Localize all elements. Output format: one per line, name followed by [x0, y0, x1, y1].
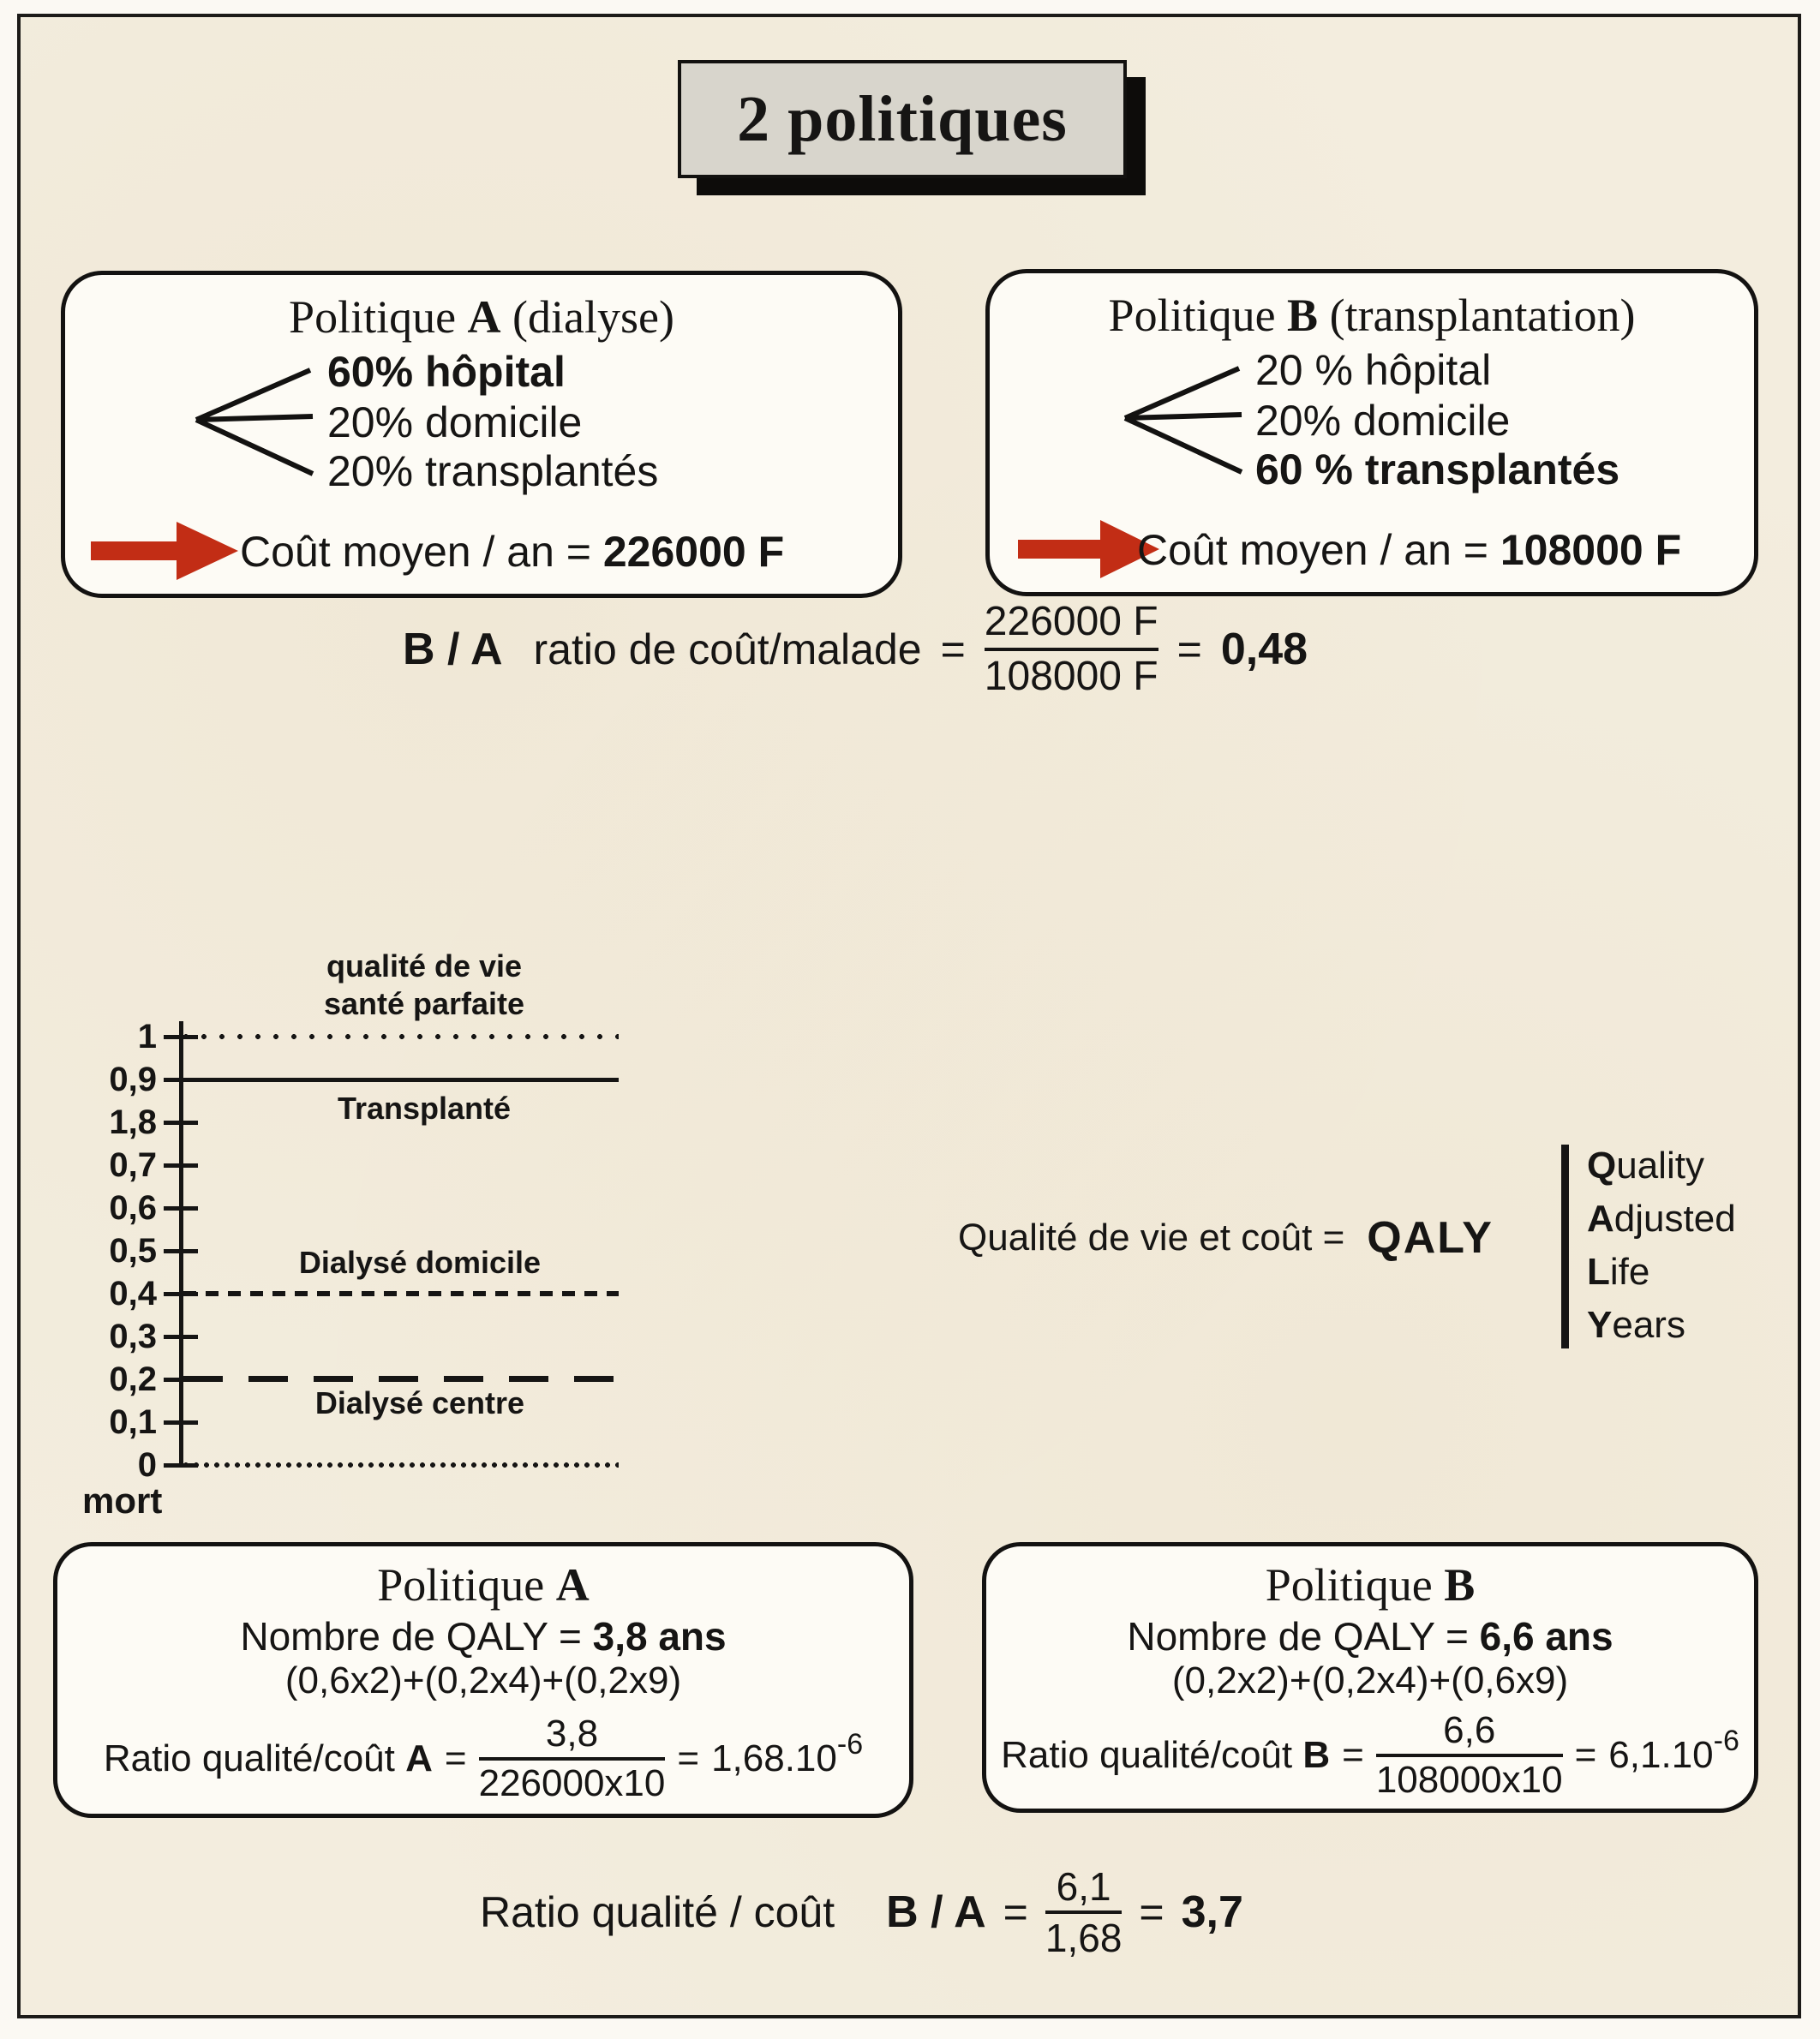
final-ratio-label: Ratio qualité / coût [480, 1888, 835, 1936]
chart-top-label-line1: qualité de vie [326, 948, 523, 984]
branch-lines-icon [185, 356, 322, 485]
y-tick-label: 0,6 [109, 1189, 157, 1227]
policy-a-cost-line [240, 528, 784, 576]
y-tick-label: 0,7 [109, 1146, 157, 1184]
policy-b-qaly-title [986, 1558, 1754, 1611]
y-tick-label: 0,5 [109, 1232, 157, 1270]
policy-b-title-suffix: (transplantation) [1318, 290, 1636, 341]
final-ratio-equals-1: = [1003, 1888, 1028, 1936]
y-tick-label: 0,1 [109, 1403, 157, 1441]
qaly-definition-row [958, 1199, 1494, 1277]
y-tick-label: 0,3 [109, 1318, 157, 1355]
cost-ratio-label: ratio de coût/malade [533, 625, 922, 673]
final-ratio-lhs: B / A [886, 1887, 986, 1937]
qaly-initial: A [1587, 1198, 1614, 1240]
policy-a-qaly-title [57, 1558, 909, 1611]
policy-b-cost-label: Coût moyen / an = [1137, 526, 1500, 574]
y-tick-label: 0,4 [109, 1275, 157, 1312]
policy-b-qaly-count-value: 6,6 ans [1479, 1614, 1613, 1659]
cost-ratio-fraction [985, 598, 1158, 701]
qaly-rest: djusted [1613, 1198, 1736, 1240]
policy-a-ratio-row [57, 1714, 909, 1803]
qaly-rest: ife [1609, 1251, 1650, 1293]
policy-b-title-letter: B [1287, 290, 1319, 341]
dialyse-centre-label: Dialysé centre [314, 1385, 525, 1420]
cost-ratio-denominator: 108000 F [984, 653, 1158, 699]
policy-b-ratio-denominator: 108000x10 [1375, 1759, 1563, 1801]
policy-b-title-prefix: Politique [1108, 290, 1288, 341]
policy-b-qaly-count-label: Nombre de QALY = [1127, 1614, 1480, 1659]
level-line-transplante [183, 1078, 619, 1082]
policy-a-title-suffix: (dialyse) [500, 291, 674, 343]
policy-a-ratio-result-base: 1,68.10 [711, 1737, 837, 1779]
y-tick-label: 0,2 [109, 1360, 157, 1398]
policy-b-item-domicile: 20% domicile [1255, 397, 1511, 445]
policy-a-qaly-count-value: 3,8 ans [592, 1614, 727, 1659]
final-ratio-row [480, 1852, 1243, 1972]
policy-a-ratio-result-exponent: -6 [836, 1728, 864, 1761]
policy-b-ratio-result [1608, 1725, 1739, 1777]
dialyse-domicile-label: Dialysé domicile [298, 1245, 542, 1280]
policy-a-item-hopital: 60% hôpital [327, 348, 566, 396]
cost-ratio-numerator: 226000 F [984, 598, 1158, 644]
policy-b-ratio-result-exponent: -6 [1713, 1725, 1739, 1757]
chart-top-label [223, 948, 626, 1023]
qaly-rest: ears [1612, 1304, 1685, 1346]
policy-b-cost-line [1137, 526, 1681, 574]
fraction-bar [1045, 1910, 1123, 1914]
policy-b-ratio-letter: B [1302, 1734, 1331, 1776]
y-tick [164, 1206, 198, 1211]
y-tick-label: 0 [137, 1446, 157, 1484]
cost-ratio-lhs: B / A [403, 624, 503, 674]
policy-a-ratio-numerator: 3,8 [545, 1713, 599, 1755]
cost-ratio-result: 0,48 [1220, 624, 1308, 674]
fraction-bar [1376, 1754, 1563, 1757]
policy-a-ratio-fraction [479, 1713, 666, 1805]
qaly-initial: L [1587, 1251, 1610, 1293]
policy-a-ratio-equals-2: = [677, 1737, 700, 1779]
branch-lines-icon [1114, 355, 1251, 483]
policy-b-cost-value: 108000 F [1500, 526, 1682, 574]
final-ratio-denominator: 1,68 [1045, 1916, 1123, 1960]
qaly-initial: Y [1587, 1304, 1613, 1346]
policy-a-title-prefix: Politique [289, 291, 468, 343]
policy-b-ratio-equals-2: = [1574, 1734, 1597, 1776]
qaly-expansion [1587, 1139, 1801, 1352]
policy-a-ratio-result [711, 1728, 864, 1780]
policy-b-ratio-equals-1: = [1342, 1734, 1364, 1776]
level-line-perfect-health [183, 1034, 619, 1039]
y-tick-label: 0,9 [109, 1061, 157, 1098]
policy-b-ratio-result-base: 6,1.10 [1608, 1734, 1714, 1776]
policy-a-title-letter: A [467, 291, 501, 343]
policy-a-box [61, 271, 902, 598]
y-tick [164, 1335, 198, 1339]
fraction-bar [985, 648, 1158, 651]
policy-a-item-domicile: 20% domicile [327, 398, 583, 446]
policy-a-qaly-formula: (0,6x2)+(0,2x4)+(0,2x9) [284, 1659, 682, 1701]
y-tick [164, 1249, 198, 1253]
y-tick-label: 1,8 [109, 1103, 157, 1141]
level-line-mort [183, 1462, 619, 1468]
policy-a-qaly-count-label: Nombre de QALY = [240, 1614, 593, 1659]
policy-a-title [65, 290, 898, 344]
policy-b-ratio-label [1001, 1734, 1330, 1777]
policy-a-qaly-title-letter: A [555, 1559, 590, 1611]
policy-a-cost-value: 226000 F [602, 528, 785, 576]
policy-b-qaly-title-letter: B [1444, 1559, 1476, 1611]
policy-b-qaly-box [982, 1542, 1758, 1813]
policy-a-ratio-denominator: 226000x10 [478, 1762, 666, 1804]
policy-a-qaly-title-prefix: Politique [377, 1559, 556, 1611]
qaly-expansion-life [1587, 1246, 1801, 1299]
final-ratio-equals-2: = [1139, 1888, 1164, 1936]
fraction-bar [479, 1757, 666, 1761]
title-plate [678, 60, 1127, 178]
qaly-rest: uality [1616, 1145, 1704, 1187]
qaly-divider-bar [1561, 1145, 1569, 1348]
policy-a-qaly-count [57, 1613, 909, 1659]
y-tick [164, 1121, 198, 1125]
cost-ratio-equals-2: = [1176, 625, 1202, 673]
final-ratio-fraction [1045, 1864, 1123, 1960]
cost-ratio-row [403, 591, 1308, 707]
policy-a-qaly-box [53, 1542, 913, 1818]
policy-b-qaly-title-prefix: Politique [1265, 1559, 1445, 1611]
level-line-dialyse-centre [183, 1376, 619, 1382]
policy-b-ratio-label-text: Ratio qualité/coût [1001, 1734, 1303, 1776]
policy-b-title [990, 289, 1754, 342]
qaly-expansion-adjusted [1587, 1193, 1801, 1246]
policy-b-qaly-count [986, 1613, 1754, 1659]
qaly-acronym: QALY [1367, 1213, 1494, 1263]
policy-b-qaly-formula: (0,2x2)+(0,2x4)+(0,6x9) [1171, 1659, 1569, 1701]
policy-a-cost-label: Coût moyen / an = [240, 528, 603, 576]
policy-b-box [985, 269, 1758, 596]
policy-b-ratio-row [986, 1711, 1754, 1800]
chart-top-label-line2: santé parfaite [323, 986, 525, 1021]
y-tick [164, 1163, 198, 1168]
y-tick [164, 1420, 198, 1425]
y-axis [179, 1021, 183, 1467]
level-line-dialyse-domicile [183, 1291, 619, 1296]
final-ratio-numerator: 6,1 [1056, 1864, 1111, 1909]
transplante-label: Transplanté [337, 1091, 512, 1126]
qaly-label: Qualité de vie et coût = [958, 1217, 1345, 1259]
qaly-initial: Q [1587, 1145, 1617, 1187]
policy-a-ratio-label-text: Ratio qualité/coût [103, 1737, 406, 1779]
policy-a-ratio-label [104, 1737, 433, 1780]
red-arrow-icon [91, 522, 238, 580]
qaly-expansion-years [1587, 1299, 1801, 1352]
page-title: 2 politiques [737, 82, 1068, 155]
qaly-expansion-quality [1587, 1139, 1801, 1193]
policy-a-ratio-letter: A [405, 1737, 433, 1779]
policy-b-ratio-fraction [1376, 1709, 1563, 1802]
final-ratio-result: 3,7 [1181, 1887, 1243, 1937]
y-tick-label: 1 [137, 1018, 157, 1055]
policy-a-ratio-equals-1: = [444, 1737, 467, 1779]
policy-b-ratio-numerator: 6,6 [1443, 1709, 1496, 1751]
policy-a-item-transplantes: 20% transplantés [327, 447, 659, 495]
cost-ratio-equals-1: = [940, 625, 966, 673]
policy-b-item-hopital: 20 % hôpital [1255, 346, 1492, 394]
mort-label: mort [82, 1480, 163, 1521]
policy-b-item-transplantes: 60 % transplantés [1255, 445, 1620, 493]
